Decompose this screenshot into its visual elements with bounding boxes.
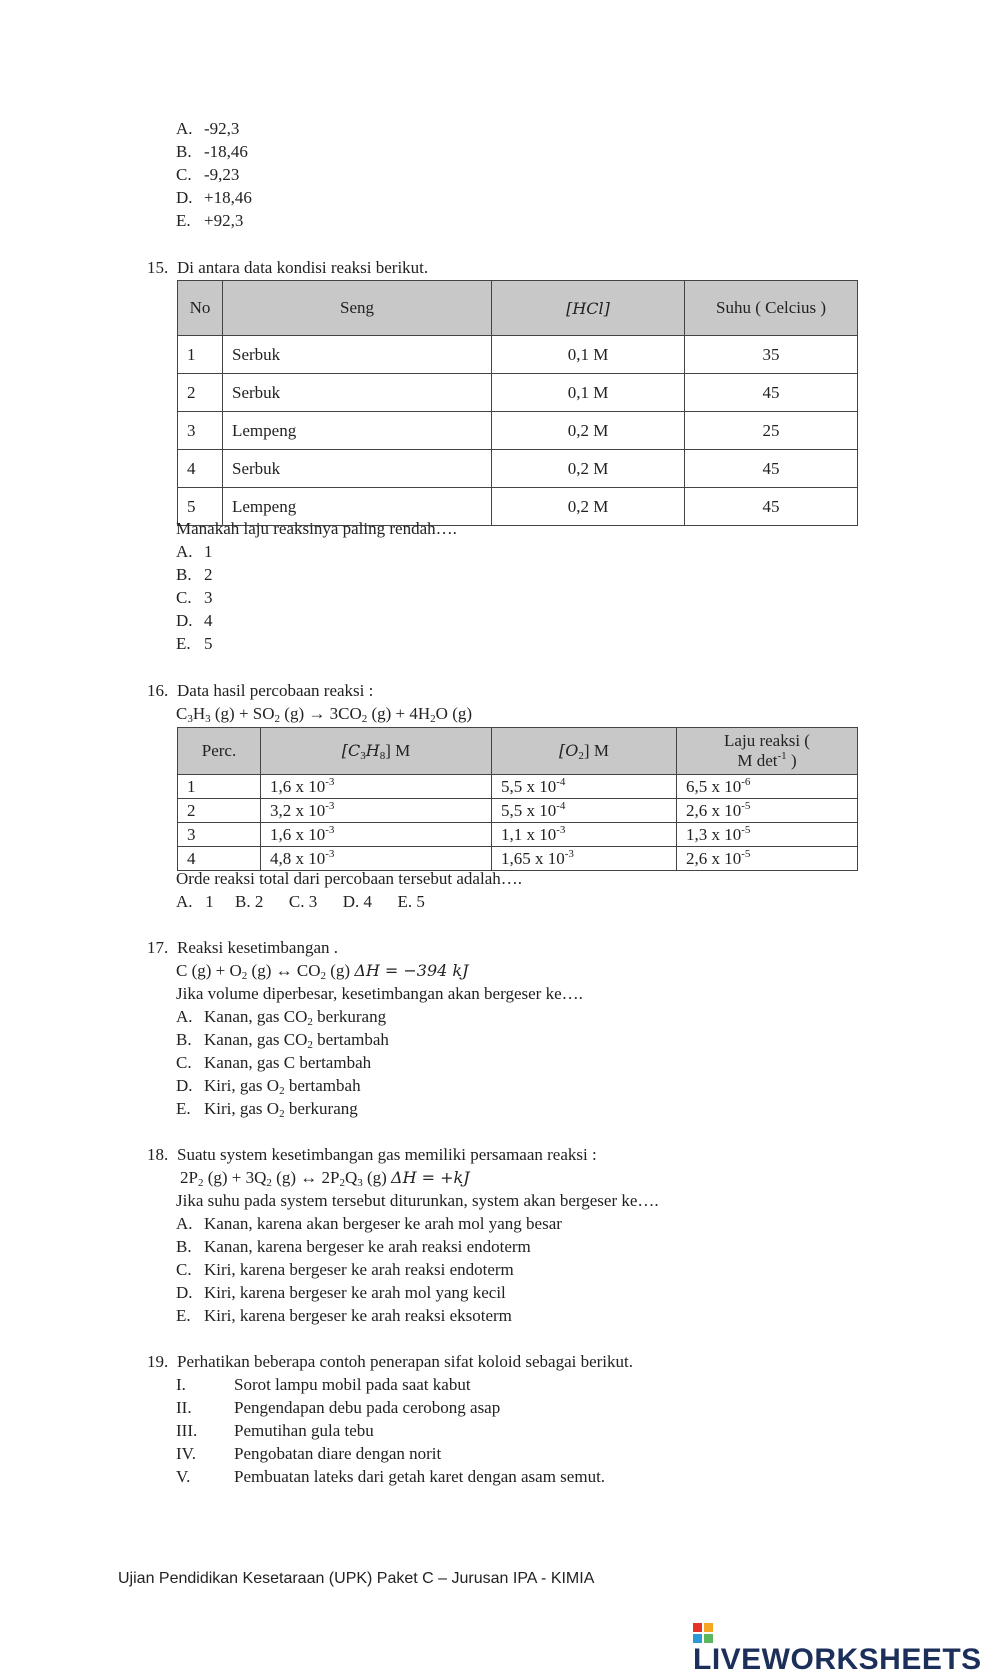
table-row: 3 Lempeng 0,2 M 25 <box>178 412 858 450</box>
liveworksheets-logo[interactable]: LIVEWORKSHEETS <box>693 1604 1000 1677</box>
header-no: No <box>178 281 223 336</box>
table-row: 4 Serbuk 0,2 M 45 <box>178 450 858 488</box>
experiment-data-table <box>177 727 858 871</box>
header-suhu: Suhu ( Celcius ) <box>685 281 858 336</box>
header-o2: $[O_2]$ M <box>492 728 677 775</box>
question-18-text: Jika suhu pada system tersebut diturunkan, system akan bergeser ke…. <box>176 1191 659 1210</box>
option: D. +18,46 <box>176 188 252 207</box>
q16-equation: $C_3H_3$ $(g) + SO_2$ $(g) \to 3CO_2$ $(g) + 4H_2O$ (g) <box>176 704 473 725</box>
option: B. 2 <box>176 565 213 584</box>
question-16-stem: 16. Data hasil percobaan reaksi : <box>147 681 374 700</box>
page-footer: Ujian Pendidikan Kesetaraan (UPK) Paket C – Jurusan IPA - KIMIA <box>118 1570 595 1587</box>
option: B. Kanan, karena bergeser ke arah reaksi endoterm <box>176 1237 531 1256</box>
logo-icon <box>693 1623 713 1643</box>
option: C. -9,23 <box>176 165 240 184</box>
option: D. 4 <box>176 611 213 630</box>
table-header-row <box>178 728 858 775</box>
question-15-text: Manakah laju reaksinya paling rendah…. <box>176 519 457 538</box>
table-row: 4 4,8 x $10^{-3}$ 1,65 x $10^{-3}$ 2,6 x $10^{-5}$ <box>178 847 858 871</box>
option: A. Kanan, karena akan bergeser ke arah mol yang besar <box>176 1214 562 1233</box>
option: C. 3 <box>176 588 213 607</box>
option: C. Kanan, gas C bertambah <box>176 1053 372 1072</box>
option: E. 5 <box>176 634 213 653</box>
option: B. Kanan, gas $CO_2$ bertambah <box>176 1030 389 1051</box>
option: B. -18,46 <box>176 142 248 161</box>
header-seng: Seng <box>223 281 492 336</box>
option: E. Kiri, karena bergeser ke arah reaksi eksoterm <box>176 1306 512 1325</box>
header-hcl: [HCl] <box>492 281 685 336</box>
table-row: 1 Serbuk 0,1 M 35 <box>178 336 858 374</box>
list-item: II. Pengendapan debu pada cerobong asap <box>176 1398 501 1417</box>
option: E. +92,3 <box>176 211 244 230</box>
list-item: IV. Pengobatan diare dengan norit <box>176 1444 442 1463</box>
header-laju: Laju reaksi ( M $\det^{-1}$ ) <box>677 728 858 775</box>
question-17-text: Jika volume diperbesar, kesetimbangan akan bergeser ke…. <box>176 984 583 1003</box>
option: A. Kanan, gas $CO_2$ berkurang <box>176 1007 387 1028</box>
table-row: 5 Lempeng 0,2 M 45 <box>178 488 858 526</box>
q16-options: A. 1 B. 2 C. 3 D. 4 E. 5 <box>176 892 425 911</box>
option: E. Kiri, gas $O_2$ berkurang <box>176 1099 358 1120</box>
option: A. 1 <box>176 542 213 561</box>
list-item: I. Sorot lampu mobil pada saat kabut <box>176 1375 471 1394</box>
option: C. Kiri, karena bergeser ke arah reaksi endoterm <box>176 1260 514 1279</box>
q18-equation: $2P_2$ $(g) + 3Q_2$ (g) ↔ $2P_2Q_3$ (g) ΔH = +kJ <box>180 1168 470 1189</box>
header-c3h8: $[C_3H_8]$ M <box>261 728 492 775</box>
table-row: 2 Serbuk 0,1 M 45 <box>178 374 858 412</box>
question-15-stem: 15. Di antara data kondisi reaksi berikut. <box>147 258 429 277</box>
question-17-stem: 17. Reaksi kesetimbangan . <box>147 938 338 957</box>
list-item: III. Pemutihan gula tebu <box>176 1421 374 1440</box>
option: A. -92,3 <box>176 119 240 138</box>
question-19-stem: 19. Perhatikan beberapa contoh penerapan sifat koloid sebagai berikut. <box>147 1352 633 1371</box>
question-16-text: Orde reaksi total dari percobaan tersebut adalah…. <box>176 869 522 888</box>
table-row: 2 3,2 x $10^{-3}$ 5,5 x $10^{-4}$ 2,6 x $10^{-5}$ <box>178 799 858 823</box>
q17-equation: C $(g) + O_2$ (g) ↔ $CO_2$ (g) ΔH = −394 kJ <box>176 961 469 982</box>
table-header-row <box>178 281 858 336</box>
option: D. Kiri, karena bergeser ke arah mol yang kecil <box>176 1283 506 1302</box>
table-row: 1 1,6 x $10^{-3}$ 5,5 x $10^{-4}$ 6,5 x $10^{-6}$ <box>178 775 858 799</box>
header-perc: Perc. <box>178 728 261 775</box>
table-row: 3 1,6 x $10^{-3}$ 1,1 x $10^{-3}$ 1,3 x $10^{-5}$ <box>178 823 858 847</box>
list-item: V. Pembuatan lateks dari getah karet dengan asam semut. <box>176 1467 606 1486</box>
option: D. Kiri, gas $O_2$ bertambah <box>176 1076 361 1097</box>
question-18-stem: 18. Suatu system kesetimbangan gas memiliki persamaan reaksi : <box>147 1145 597 1164</box>
reaction-conditions-table <box>177 280 858 526</box>
